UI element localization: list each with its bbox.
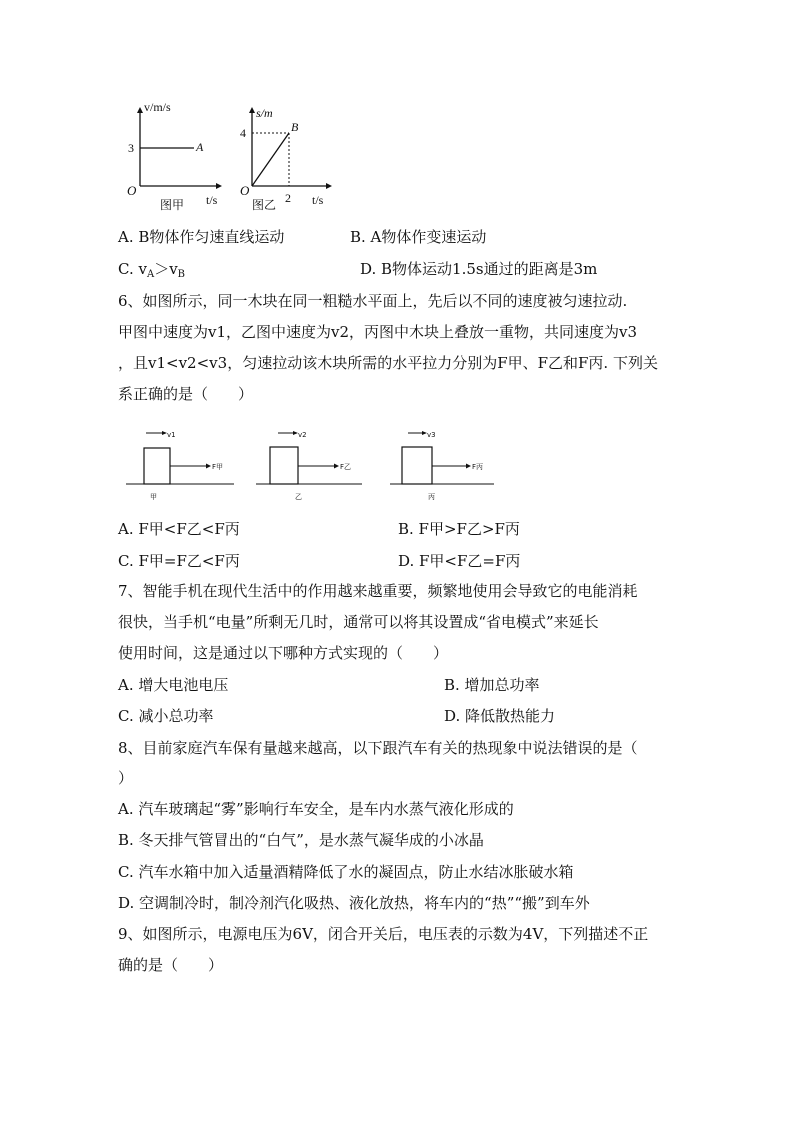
q8-stem-line: 8、目前家庭汽车保有量越来越高，以下跟汽车有关的热现象中说法错误的是（ xyxy=(118,739,638,757)
q7-option-a: A. 增大电池电压 xyxy=(118,676,229,694)
q7-stem-line: 使用时间，这是通过以下哪种方式实现的（ ） xyxy=(118,644,449,662)
jia-origin: O xyxy=(127,183,137,198)
q8-option-d: D. 空调制冷时，制冷剂汽化吸热、液化放热，将车内的“热”“搬”到车外 xyxy=(118,894,590,912)
q5-option-d: D. B物体运动1.5s通过的距离是3m xyxy=(360,260,598,278)
q8-option-b: B. 冬天排气管冒出的“白气”，是水蒸气凝华成的小冰晶 xyxy=(118,831,484,849)
q7-option-d: D. 降低散热能力 xyxy=(444,707,556,725)
q6-force-label: F乙 xyxy=(340,463,352,471)
q6-caption: 丙 xyxy=(428,493,435,501)
q7-option-b: B. 增加总功率 xyxy=(444,676,540,694)
yi-x-axis-label: t/s xyxy=(312,193,324,207)
yi-y-tick: 4 xyxy=(240,126,246,140)
q5-option-c: C. $v_A>v_B$ xyxy=(118,260,186,280)
yi-x-tick: 2 xyxy=(285,191,291,205)
q5-option-b: B. A物体作变速运动 xyxy=(350,228,487,246)
q6-figure-jia xyxy=(124,425,236,505)
yi-caption: 图乙 xyxy=(252,198,277,212)
q6-figure-yi xyxy=(254,425,366,505)
q7-option-c: C. 减小总功率 xyxy=(118,707,214,725)
q6-caption: 乙 xyxy=(295,493,302,501)
yi-y-axis-label: s/m xyxy=(256,106,273,120)
q6-option-b: B. F甲>F乙>F丙 xyxy=(398,520,520,538)
jia-x-axis-label: t/s xyxy=(206,193,218,207)
q6-stem-line: ，且v1<v2<v3，匀速拉动该木块所需的水平拉力分别为F甲、F乙和F丙. 下列关 xyxy=(118,354,658,372)
q6-option-a: A. F甲<F乙<F丙 xyxy=(118,520,240,538)
q8-stem-line: ） xyxy=(118,769,134,787)
q6-caption: 甲 xyxy=(150,493,157,501)
q7-stem-line: 7、智能手机在现代生活中的作用越来越重要，频繁地使用会导致它的电能消耗 xyxy=(118,582,638,600)
q6-velocity-label: v3 xyxy=(427,431,436,439)
q6-velocity-label: v1 xyxy=(167,431,176,439)
q9-stem-line: 9、如图所示，电源电压为6V，闭合开关后，电压表的示数为4V，下列描述不正 xyxy=(118,925,649,943)
q6-velocity-label: v2 xyxy=(298,431,307,439)
q5-option-a: A. B物体作匀速直线运动 xyxy=(118,228,285,246)
jia-line-label: A xyxy=(196,140,204,154)
yi-origin: O xyxy=(240,183,250,198)
q6-option-d: D. F甲<F乙=F丙 xyxy=(398,552,521,570)
jia-y-axis-label: v/m/s xyxy=(144,100,171,114)
q7-stem-line: 很快，当手机“电量”所剩无几时，通常可以将其设置成“省电模式”来延长 xyxy=(118,613,599,631)
q6-force-label: F丙 xyxy=(472,463,484,471)
q5-graph-yi xyxy=(236,100,336,212)
q9-stem-line: 确的是（ ） xyxy=(118,956,224,974)
q6-stem-line: 6、如图所示，同一木块在同一粗糙水平面上，先后以不同的速度被匀速拉动. xyxy=(118,292,628,310)
q5-graph-jia xyxy=(118,100,228,212)
q6-stem-line: 甲图中速度为v1，乙图中速度为v2，丙图中木块上叠放一重物，共同速度为v3 xyxy=(118,323,638,341)
q6-figure-bing xyxy=(388,425,500,505)
jia-caption: 图甲 xyxy=(160,198,185,212)
q8-option-c: C. 汽车水箱中加入适量酒精降低了水的凝固点，防止水结冰胀破水箱 xyxy=(118,863,574,881)
yi-point-label: B xyxy=(291,120,299,134)
q6-force-label: F甲 xyxy=(212,463,224,471)
q6-stem-line: 系正确的是（ ） xyxy=(118,385,254,403)
q6-option-c: C. F甲=F乙<F丙 xyxy=(118,552,240,570)
jia-y-tick: 3 xyxy=(128,141,134,155)
q8-option-a: A. 汽车玻璃起“雾”影响行车安全，是车内水蒸气液化形成的 xyxy=(118,800,514,818)
